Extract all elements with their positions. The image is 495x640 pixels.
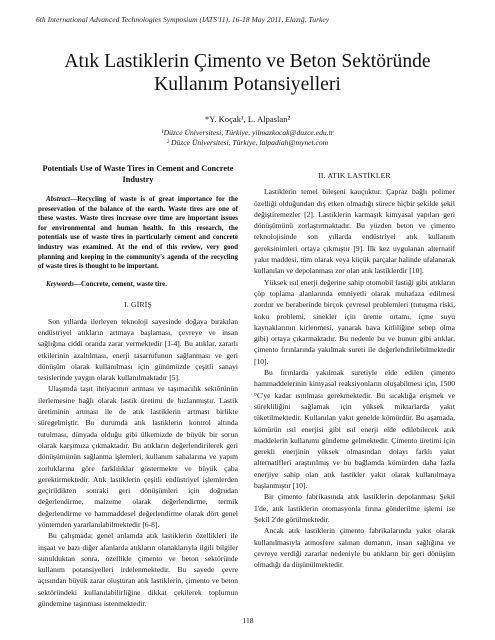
body-paragraph: Ancak atık lastiklerin çimento fabrikalarında yakıt olarak kullanılmasıyla atmosfere salınan dumanın, insan sağlığına ve çevreye verdiği zararlar nedeniyle bu atıkların bir geri dönüşüm olmadığı da düşünülmektedir. (254, 526, 455, 570)
body-paragraph: Lastiklerin temel bileşeni kauçuktur. Çapraz bağlı polimer özelliği olduğundan dış etken olmadığı sürece hiçbir şekilde şekil değiştiremezler [2]. Lastiklerin karmaşık kimyasal yapıları geri dönüşümünü zorlaştırmaktadır. Bu yüzden beton ve çimento teknolojisinde son yıllarda endüstriyel atık kullanım gereksinimleri ortaya çıkmıştır [9]. İlk kez uygulanan alternatif yakıt maddesi, tüm olarak veya küçük parçalar halinde ufalanarak kullanılan ve depolanması zor olan atık lastiklerdir [10]. (254, 187, 455, 276)
affiliation-2: ² Düzce Üniversitesi, Türkiye, lalpadiah@mynet.com (166, 138, 329, 147)
intro-paragraph: Son yıllarda ilerleyen teknoloji sayesinde doğaya bırakılan endüstriyel atıkların artmaya başlaması, çevreye ve insan sağlığına ciddi oranda zarar vermektedir [1-4]. Bu atıklar, zararlı etkilerinin azaltılması, enerji tasarrufunun sağlanması ve geri dönüşüm olarak kullanılması için günümüzde çeşitli sanayi tesislerinde yaygın olarak kullanılmaktadır [5]. (38, 316, 238, 383)
section-heading-waste-tires: II. ATIK LASTİKLER (318, 171, 391, 180)
section-heading-intro: I. GİRİŞ (124, 300, 152, 310)
running-header: 6th International Advanced Technologies Symposium (IATS'11), 16-18 May 2011, Elazığ, Turkey (36, 15, 330, 24)
affiliation-1: ¹Düzce Üniversitesi, Türkiye, yilmazkocak@duzce.edu.tr (161, 128, 334, 137)
abstract-label: Abstract (46, 195, 71, 203)
intro-paragraph: Bu çalışmada; genel anlamda atık lastiklerin özellikleri ile inşaat ve bazı diğer alanlarda atıkların olanaklarıyla ilgili bilgiler sunulduktan sonra, özellikle çimento ve beton sektöründe kullanım potansiyelleri irdelenmektedir. Bu sayede çevre açısından büyük zarar oluşturan atık lastiklerin, çimento ve beton sektöründeki kullanılabilirliğine dikkat çekilerek toplumun gündemine taşınması istenmektedir. (38, 531, 238, 609)
author-list: *Y. Koçak¹, L. Alpaslan² (204, 114, 291, 124)
abstract (38, 195, 238, 272)
keywords (38, 280, 238, 290)
body-paragraph: Yüksek ısıl enerji değerine sahip otomobil lastiği gibi atıkların çöp toplama alanlarında emniyetli olarak muhafaza edilmesi zordur ve beraberinde birçok çevresel problemleri (tutuşma riski, koku problemi, sinekler için üreme ortamı, içme suyu kaynaklarının kirlenmesi, yanarak hava kirliliğine sebep olma gibi) ortaya çıkarmaktadır. Bu nedenle bu ve bunun gibi atıklar, çimento fırınlarında yakılmak sureti ile değerlendirilebilmektedir [10]. (254, 277, 455, 366)
left-column (38, 163, 238, 609)
body-paragraph: Bu fırınlarda yakılmak suretiyle elde edilen çimento hammaddelerinin kimyasal reaksiyonların oluşabilmesi için, 1500 °C'ye kadar ısıtılması gerekmektedir. Bu sıcaklığa erişmek ve sürekliliğini sağlamak için yüksek miktarlarda yakıt tüketilmektedir. Kullanılan yakıt genelde kömürdür. Bu aşamada, kömürün ısıl enerjisi gibi ısıl enerji elde edilebilecek atık maddelerin kullanımı gündeme gelmektedir. Çimento üretimi için gerekli enerjinin yüksek olmasından dolayı farklı yakıt alternatifleri araştırılmış ve bu bağlamda kömürden daha fazla enerjiye sahip olan atık lastikler yakıt olarak kullanılmaya başlanmıştır [10]. (254, 368, 455, 491)
body-paragraph: Bir çimento fabrikasında atık lastiklerin depolanması Şekil 1'de, atık lastiklerin otomasyonla fırına gönderilme işlemi ise Şekil 2'de görülmektedir. (254, 492, 455, 524)
page-number: 118 (242, 616, 254, 625)
intro-paragraph: Ulaşımda taşıt ihtiyacının artması ve taşımacılık sektörünün ilerlemesine bağlı olarak lastik üretimi de hızlanmıştır. Lastik üretiminin artması ile de atık lastiklerin artması birlikte süregelmiştir. Bu durumda atık lastiklerin kontrol altında tutulması, dünyada olduğu gibi ülkemizde de büyük bir sorun olarak karşımıza çıkmaktadır. Bu atıkların değerlendirilerek geri dönüşümünün sağlanma işlemleri, kullanım sahalarına ve yapım zorluklarına göre farklılıklar göstermekte ve büyük çaba gerektirmektedir. Atık lastiklerin çeşitli endüstriyel işlemlerden geçirildikten sonraki geri dönüşümleri için doğrudan değerlendirme, malzeme olarak değerlendirme, termik değerlendirme ve hammaddesel değerlendirme olarak dört genel yöntemden yararlanılabilmektedir [6-8]. (38, 384, 238, 529)
keywords-text: —Concrete, cement, waste tire. (74, 279, 168, 288)
right-column (254, 170, 455, 570)
keywords-label: Keywords (46, 279, 74, 288)
abstract-text: —Recycling of waste is of great importance for the preservation of the balance of the earth. Waste tires are one of these wastes. Waste tires increase over time are important issues for environmental and human health. In this research, the potentials use of waste tires in particularly cement and concrete industry was examined. At the end of this review, very good planning and keeping in the community's agenda of the recycling of waste tires is thought to be important. (38, 195, 238, 271)
paper-title: Atık Lastiklerin Çimento ve Beton Sektöründe Kullanım Potansiyelleri (64, 51, 431, 95)
english-title: Potentials Use of Waste Tires in Cement and Concrete Industry (42, 164, 234, 184)
